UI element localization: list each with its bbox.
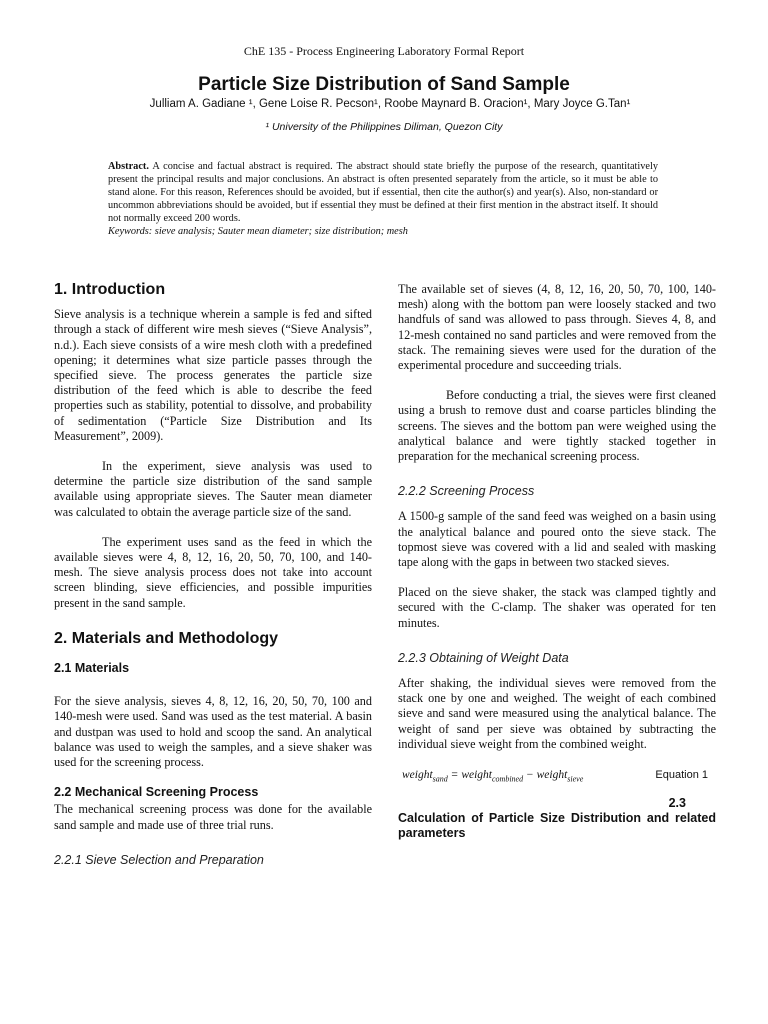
right-paragraph-1: The available set of sieves (4, 8, 12, 16, 20, 50, 70, 100, 140-mesh) along with the bottom pan were loosely stacked and two handfuls of sand was allowed to pass through. Sieves 4, 8, and 12-mesh contained no sand particles and were removed from the stack. The remaining sieves were used for the duration of the experimental procedure and succeeding trials. xyxy=(398,282,716,373)
right-column xyxy=(398,282,716,841)
abstract-text: A concise and factual abstract is required. The abstract should state briefly the purpose of the research, quantitatively present the principal results and major conclusions. An abstract is often presented separately from the article, so it must be able to stand alone. For this reason, References should be avoided, but if essential, then cite the author(s) and year(s). Also, non-standard or uncommon abbreviations should be avoided, but if essential they must be defined at their first mention in the abstract itself. It should not normally exceed 200 words. xyxy=(108,161,658,224)
materials-paragraph: For the sieve analysis, sieves 4, 8, 12, 16, 20, 50, 70, 100 and 140-mesh were used. Sand was used as the test material. A basin and dustpan was used to hold and scoop the sand. An analytical balance was used to weigh the samples, and a sieve shaker was used for the screening process. xyxy=(54,694,372,770)
right-paragraph-5: After shaking, the individual sieves were removed from the stack one by one and weighed. The weight of each combined sieve and sand were measured using the analytical balance. The weight of sand per sieve was obtained by subtracting the individual sieve weight from the combined weight. xyxy=(398,676,716,751)
course-header: ChE 135 - Process Engineering Laboratory Formal Report xyxy=(243,44,525,58)
right-paragraph-4: Placed on the sieve shaker, the stack was clamped tightly and secured with the C-clamp. The shaker was operated for ten minutes. xyxy=(398,585,716,630)
mechanical-screening-heading: 2.2 Mechanical Screening Process xyxy=(54,785,259,800)
equation-label: Equation 1 xyxy=(655,769,708,782)
author-list: Julliam A. Gadiane ¹, Gene Loise R. Pecson¹, Roobe Maynard B. Oracion¹, Mary Joyce G.Tan¹ xyxy=(149,98,631,110)
right-paragraph-2: Before conducting a trial, the sieves were first cleaned using a brush to remove dust and coarse particles blinding the screens. The sieves and the bottom pan were weighed using the analytical balance and were tightly stacked together in preparation for the mechanical screening process. xyxy=(398,388,716,464)
equation-1 xyxy=(398,768,716,786)
right-paragraph-3: A 1500-g sample of the sand feed was weighed on a basin using the analytical balance and poured onto the sieve stack. The topmost sieve was covered with a lid and sealed with masking tape along with the gaps in between two stacked sieves. xyxy=(398,509,716,570)
screening-process-heading: 2.2.2 Screening Process xyxy=(398,484,535,499)
equation-formula: weight$_{sand}$ = weight$_{combined}$ − weight$_{sieve}$ xyxy=(402,769,584,784)
sieve-selection-heading: 2.2.1 Sieve Selection and Preparation xyxy=(54,852,264,867)
methods-heading: 2. Materials and Methodology xyxy=(54,629,279,647)
abstract-label: Abstract. xyxy=(108,161,149,172)
abstract-block xyxy=(108,160,658,238)
calculation-section-number: 2.3 xyxy=(668,796,686,811)
intro-paragraph-3: The experiment uses sand as the feed in which the available sieves were 4, 8, 12, 16, 20, 50, 70, 100, and 140-mesh. The sieve analysis process does not take into account screen blinding, sieve efficiencies, and possible impurities present in the sand sample. xyxy=(54,534,372,610)
weight-data-heading: 2.2.3 Obtaining of Weight Data xyxy=(398,650,569,665)
calculation-heading: Calculation of Particle Size Distribution and related parameters xyxy=(398,811,716,841)
intro-paragraph-2: In the experiment, sieve analysis was used to determine the particle size distribution of the sand sample available using appropriate sieves. The Sauter mean diameter was calculated to obtain the average particle size of the sand. xyxy=(54,459,372,519)
materials-heading: 2.1 Materials xyxy=(54,661,130,676)
introduction-heading: 1. Introduction xyxy=(54,281,166,298)
paper-title: Particle Size Distribution of Sand Sample xyxy=(198,74,570,95)
intro-paragraph-1: Sieve analysis is a technique wherein a sample is fed and sifted through a stack of different wire mesh sieves (“Sieve Analysis”, n.d.). Each sieve consists of a wire mesh cloth with a predefined opening; it determines what size particle passes through the specified sieve. The process generates the particle size distribution of the feed which is able to describe the feed properties such as stability, potential to dissolve, and probability of sedimentation (“Particle Size Distribution and Its Measurement”, 2009). xyxy=(54,307,372,443)
keywords: Keywords: sieve analysis; Sauter mean diameter; size distribution; mesh xyxy=(108,226,408,237)
affiliation: ¹ University of the Philippines Diliman, Quezon City xyxy=(265,121,503,133)
mechanical-screening-paragraph: The mechanical screening process was done for the available sand sample and made use of three trial runs. xyxy=(54,802,372,832)
left-column xyxy=(54,282,372,868)
